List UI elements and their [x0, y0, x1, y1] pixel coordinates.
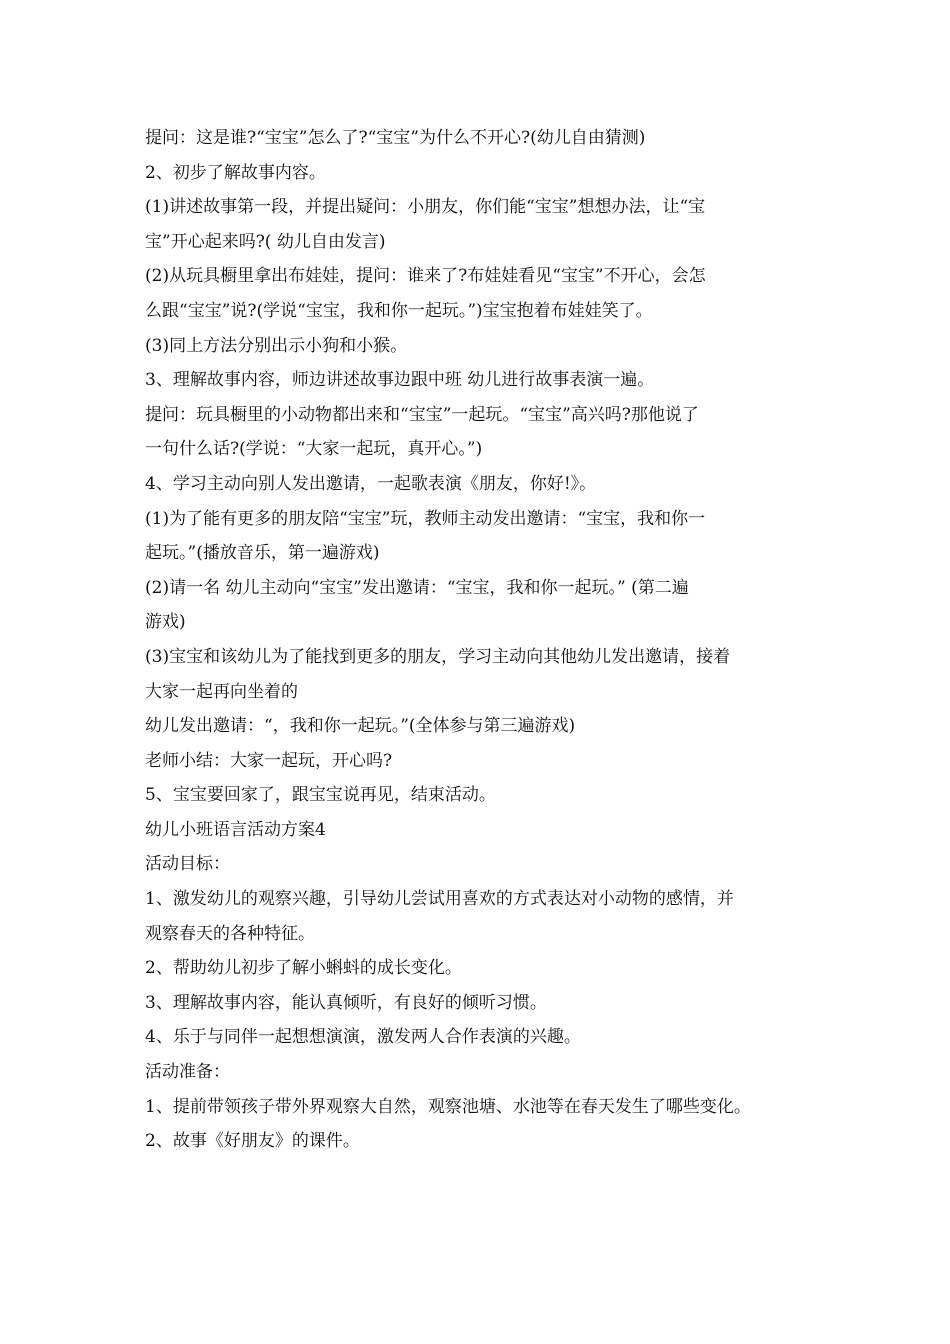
document-body: [145, 121, 817, 1159]
text-line-24: 观察春天的各种特征。: [145, 923, 315, 944]
text-line-4: 宝”开心起来吗?( 幼儿自由发言): [145, 231, 386, 252]
text-line-29: 1、提前带领孩子带外界观察大自然，观察池塘、水池等在春天发生了哪些变化。: [145, 1096, 751, 1117]
text-line-13: 起玩。”(播放音乐，第一遍游戏): [145, 543, 380, 564]
text-line-15: 游戏): [145, 612, 186, 633]
text-line-12: (1)为了能有更多的朋友陪“宝宝”玩，教师主动发出邀请：“宝宝，我和你一: [145, 508, 706, 529]
text-line-7: (3)同上方法分别出示小狗和小猴。: [145, 335, 408, 356]
text-line-9: 提问：玩具橱里的小动物都出来和“宝宝”一起玩。“宝宝”高兴吗?那他说了: [145, 404, 699, 425]
text-line-16: (3)宝宝和该幼儿为了能找到更多的朋友，学习主动向其他幼儿发出邀请，接着: [145, 646, 731, 667]
text-line-10: 一句什么话?(学说：“大家一起玩，真开心。”): [145, 439, 483, 460]
text-line-2: 2、初步了解故事内容。: [145, 162, 326, 183]
text-line-14: (2)请一名 幼儿主动向“宝宝”发出邀请：“宝宝，我和你一起玩。” (第二遍: [145, 577, 689, 598]
text-line-27: 4、乐于与同伴一起想想演演，激发两人合作表演的兴趣。: [145, 1027, 581, 1048]
text-line-6: 么跟“宝宝”说?(学说“宝宝，我和你一起玩。”)宝宝抱着布娃娃笑了。: [145, 300, 653, 321]
subheading-preparation: 活动准备：: [145, 1062, 230, 1083]
text-line-20: 5、宝宝要回家了，跟宝宝说再见，结束活动。: [145, 785, 496, 806]
text-line-8: 3、理解故事内容，师边讲述故事边跟中班 幼儿进行故事表演一遍。: [145, 370, 655, 391]
text-line-23: 1、激发幼儿的观察兴趣，引导幼儿尝试用喜欢的方式表达对小动物的感情，并: [145, 889, 734, 910]
text-line-11: 4、学习主动向别人发出邀请，一起歌表演《朋友，你好!》。: [145, 473, 597, 494]
text-line-25: 2、帮助幼儿初步了解小蝌蚪的成长变化。: [145, 958, 462, 979]
text-line-26: 3、理解故事内容，能认真倾听，有良好的倾听习惯。: [145, 992, 547, 1013]
subheading-goals: 活动目标：: [145, 854, 230, 875]
text-line-30: 2、故事《好朋友》的课件。: [145, 1131, 360, 1152]
text-line-3: (1)讲述故事第一段，并提出疑问：小朋友，你们能“宝宝”想想办法，让“宝: [145, 197, 706, 218]
text-line-19: 老师小结：大家一起玩，开心吗?: [145, 750, 393, 771]
text-line-17: 大家一起再向坐着的: [145, 681, 298, 702]
text-line-5: (2)从玩具橱里拿出布娃娃，提问：谁来了?布娃娃看见“宝宝”不开心，会怎: [145, 266, 706, 287]
text-line-18: 幼儿发出邀请：“，我和你一起玩。”(全体参与第三遍游戏): [145, 716, 576, 737]
text-line-1: 提问：这是谁?“宝宝”怎么了?“宝宝”为什么不开心?(幼儿自由猜测): [145, 128, 646, 148]
section-heading: 幼儿小班语言活动方案4: [145, 819, 326, 840]
